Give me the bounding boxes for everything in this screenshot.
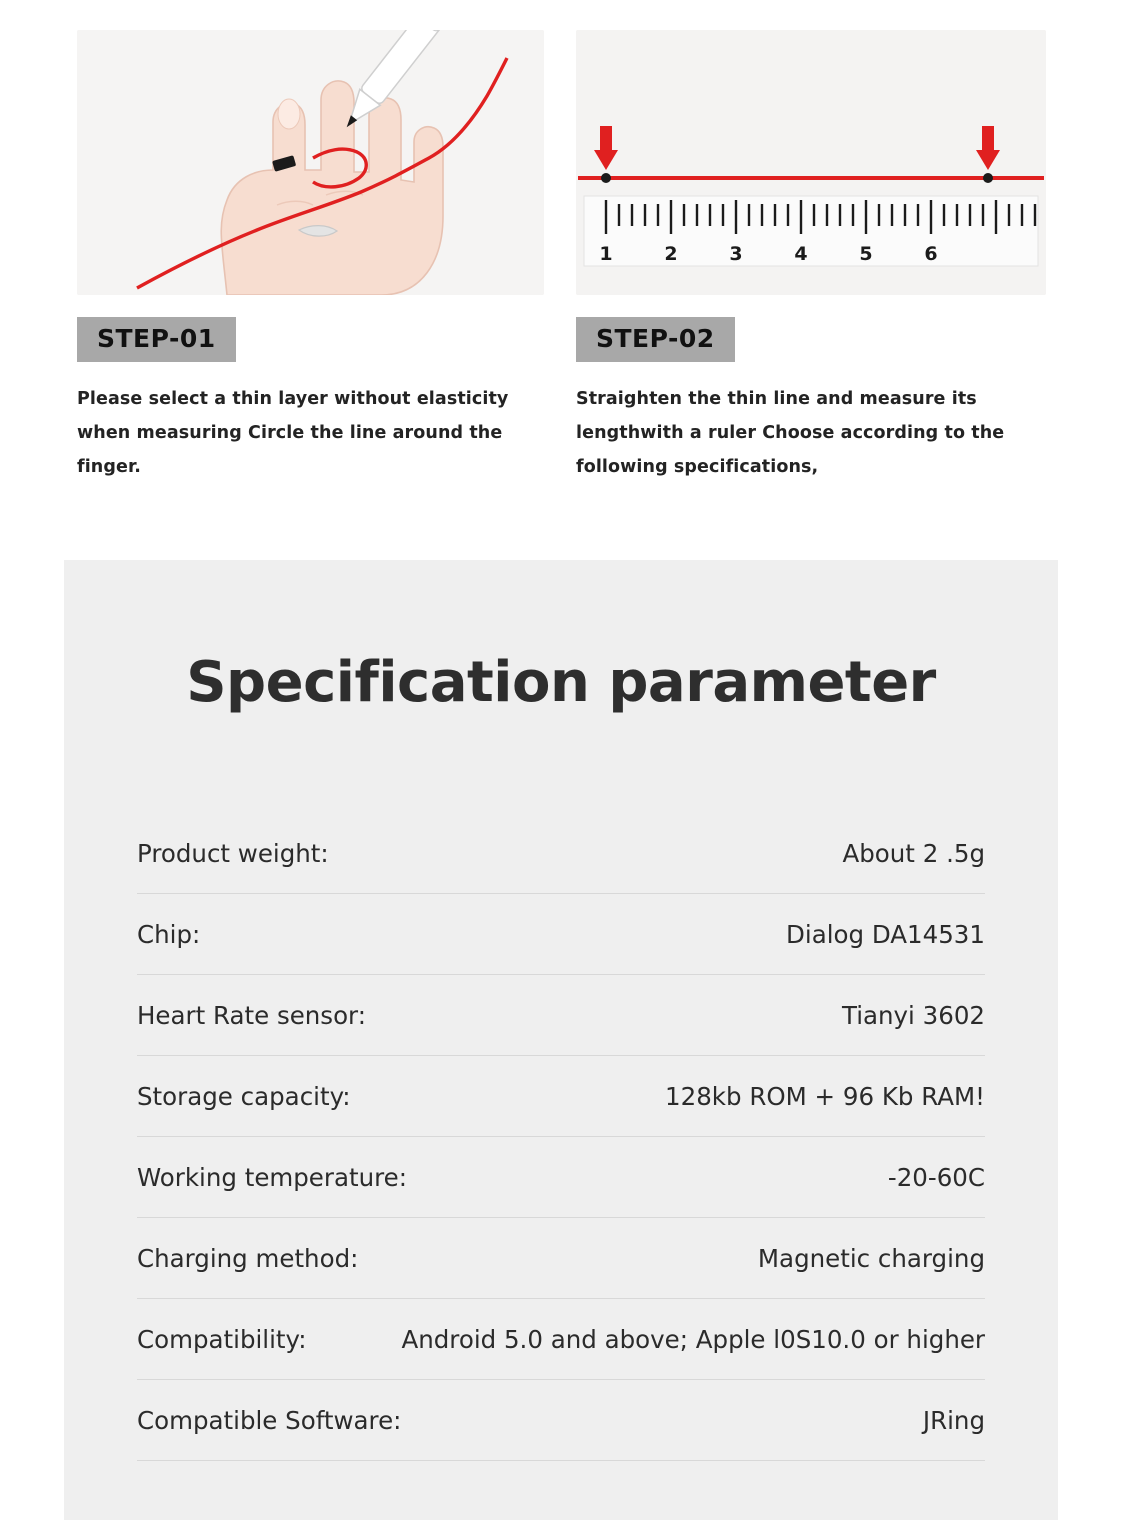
spec-value: About 2 .5g: [842, 838, 985, 868]
svg-text:5: 5: [859, 243, 873, 265]
svg-text:1: 1: [599, 243, 613, 265]
specification-panel: [64, 560, 1058, 1520]
spec-value: 128kb ROM + 96 Kb RAM!: [665, 1081, 985, 1111]
spec-key: Storage capacity:: [137, 1081, 351, 1111]
spec-value: Tianyi 3602: [841, 1000, 985, 1030]
svg-text:3: 3: [729, 243, 743, 265]
step-01-text: Please select a thin layer without elasticity when measuring Circle the line around the finger.: [77, 389, 509, 478]
table-row: [137, 1299, 985, 1380]
table-row: [137, 813, 985, 894]
ruler-measurement-illustration: [576, 30, 1046, 295]
specification-table: [137, 813, 985, 1461]
measuring-steps-section: [0, 0, 1123, 520]
table-row: [137, 1218, 985, 1299]
spec-key: Product weight:: [137, 838, 329, 868]
spec-key: Heart Rate sensor:: [137, 1000, 366, 1030]
spec-value: JRing: [922, 1405, 985, 1435]
step-02-image: [576, 30, 1046, 295]
spec-value: Android 5.0 and above; Apple l0S10.0 or higher: [401, 1324, 985, 1354]
step-02-text: Straighten the thin line and measure its lengthwith a ruler Choose according to the following specifications,: [576, 389, 1005, 478]
table-row: [137, 1380, 985, 1461]
svg-text:4: 4: [794, 243, 808, 265]
spec-value: -20-60C: [887, 1162, 985, 1192]
table-row: [137, 1056, 985, 1137]
spec-key: Compatible Software:: [137, 1405, 402, 1435]
table-row: [137, 894, 985, 975]
specification-title: Specification parameter: [186, 650, 936, 715]
step-02-badge: STEP-02: [576, 317, 735, 362]
step-01-badge: STEP-01: [77, 317, 236, 362]
page-right-margin: [1060, 0, 1123, 460]
table-row: [137, 1137, 985, 1218]
svg-text:2: 2: [664, 243, 678, 265]
spec-value: Magnetic charging: [757, 1243, 985, 1273]
step-01-image: [77, 30, 544, 295]
spec-key: Working temperature:: [137, 1162, 407, 1192]
step-02-block: [576, 30, 1046, 484]
table-row: [137, 975, 985, 1056]
spec-value: Dialog DA14531: [786, 919, 985, 949]
hand-with-thread-illustration: [77, 30, 544, 295]
spec-key: Chip:: [137, 919, 201, 949]
svg-text:6: 6: [924, 243, 938, 265]
spec-key: Compatibility:: [137, 1324, 307, 1354]
spec-key: Charging method:: [137, 1243, 359, 1273]
step-01-block: [77, 30, 544, 484]
